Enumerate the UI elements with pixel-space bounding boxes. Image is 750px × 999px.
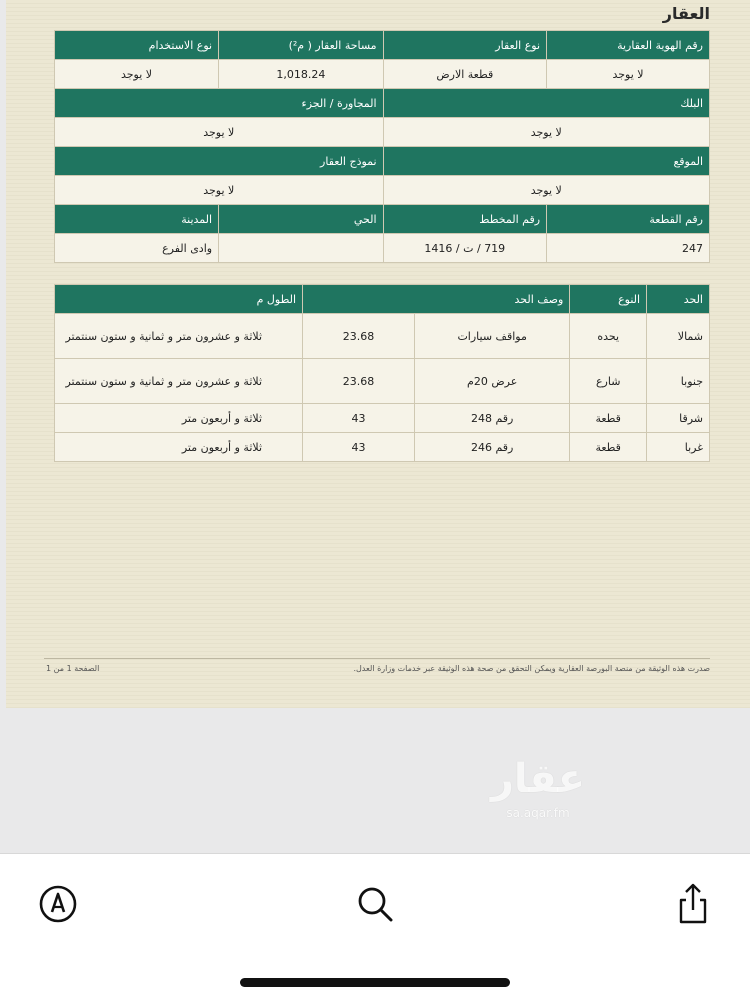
value-plan-number: 719 / ت / 1416	[383, 234, 546, 263]
value-property-id: لا يوجد	[547, 60, 710, 89]
header-city: المدينة	[55, 205, 219, 234]
bottom-toolbar	[0, 853, 750, 999]
share-button[interactable]	[670, 881, 716, 927]
boundary-side: جنوبا	[647, 359, 710, 404]
document-page	[6, 0, 750, 708]
search-icon	[352, 881, 398, 927]
footer-note: صدرت هذه الوثيقة من منصة البورصة العقارية ويمكن التحقق من صحة هذه الوثيقة عبر خدمات وزارة العدل.	[353, 664, 710, 673]
boundary-description: رقم 246	[414, 433, 569, 462]
value-district	[219, 234, 384, 263]
header-length: الطول م	[55, 285, 303, 314]
value-usage-type: لا يوجد	[55, 60, 219, 89]
property-table	[54, 30, 710, 263]
value-location: لا يوجد	[383, 176, 709, 205]
markup-button[interactable]	[35, 881, 81, 927]
value-city: وادى الفرع	[55, 234, 219, 263]
boundary-description: مواقف سيارات	[414, 314, 569, 359]
section-title: العقار	[662, 4, 710, 23]
boundary-length-text: ثلاثة و أربعون متر	[55, 404, 303, 433]
value-plot-number: 247	[547, 234, 710, 263]
boundary-side: غربا	[647, 433, 710, 462]
boundary-description: رقم 248	[414, 404, 569, 433]
value-property-model: لا يوجد	[55, 176, 384, 205]
header-district: الحي	[219, 205, 384, 234]
boundary-length-text: ثلاثة و أربعون متر	[55, 433, 303, 462]
watermark-domain: sa.aqar.fm	[506, 806, 570, 820]
boundary-length-text: ثلاثة و عشرون متر و ثمانية و ستون سنتمتر	[55, 359, 303, 404]
boundary-length-number: 43	[303, 404, 415, 433]
page-number: الصفحة 1 من 1	[46, 664, 100, 673]
header-plot-number: رقم القطعة	[547, 205, 710, 234]
boundary-side: شمالا	[647, 314, 710, 359]
header-neighborhood-part: المجاورة / الجزء	[55, 89, 384, 118]
watermark-logo: عقار	[490, 756, 586, 802]
footer-divider	[44, 658, 710, 659]
table-row	[55, 314, 710, 359]
table-row	[55, 433, 710, 462]
header-property-area: مساحة العقار ( م²)	[219, 31, 384, 60]
header-block: البلك	[383, 89, 709, 118]
header-boundary: الحد	[647, 285, 710, 314]
boundary-length-number: 23.68	[303, 314, 415, 359]
boundary-length-number: 23.68	[303, 359, 415, 404]
boundaries-table	[54, 284, 710, 462]
value-property-type: قطعة الارض	[383, 60, 546, 89]
value-neighborhood-part: لا يوجد	[55, 118, 384, 147]
boundary-length-number: 43	[303, 433, 415, 462]
search-button[interactable]	[352, 881, 398, 927]
header-property-id: رقم الهوية العقارية	[547, 31, 710, 60]
table-row	[55, 404, 710, 433]
header-plan-number: رقم المخطط	[383, 205, 546, 234]
header-property-type: نوع العقار	[383, 31, 546, 60]
boundary-type: شارع	[570, 359, 647, 404]
share-icon	[670, 881, 716, 927]
value-block: لا يوجد	[383, 118, 709, 147]
boundary-type: يحده	[570, 314, 647, 359]
boundary-description: عرض 20م	[414, 359, 569, 404]
boundary-type: قطعة	[570, 433, 647, 462]
header-boundary-description: وصف الحد	[303, 285, 570, 314]
boundary-length-text: ثلاثة و عشرون متر و ثمانية و ستون سنتمتر	[55, 314, 303, 359]
value-property-area: 1,018.24	[219, 60, 384, 89]
table-row	[55, 359, 710, 404]
header-boundary-type: النوع	[570, 285, 647, 314]
markup-icon	[35, 881, 81, 927]
boundary-type: قطعة	[570, 404, 647, 433]
header-location: الموقع	[383, 147, 709, 176]
header-usage-type: نوع الاستخدام	[55, 31, 219, 60]
boundary-side: شرقا	[647, 404, 710, 433]
home-indicator[interactable]	[240, 978, 510, 987]
header-property-model: نموذج العقار	[55, 147, 384, 176]
